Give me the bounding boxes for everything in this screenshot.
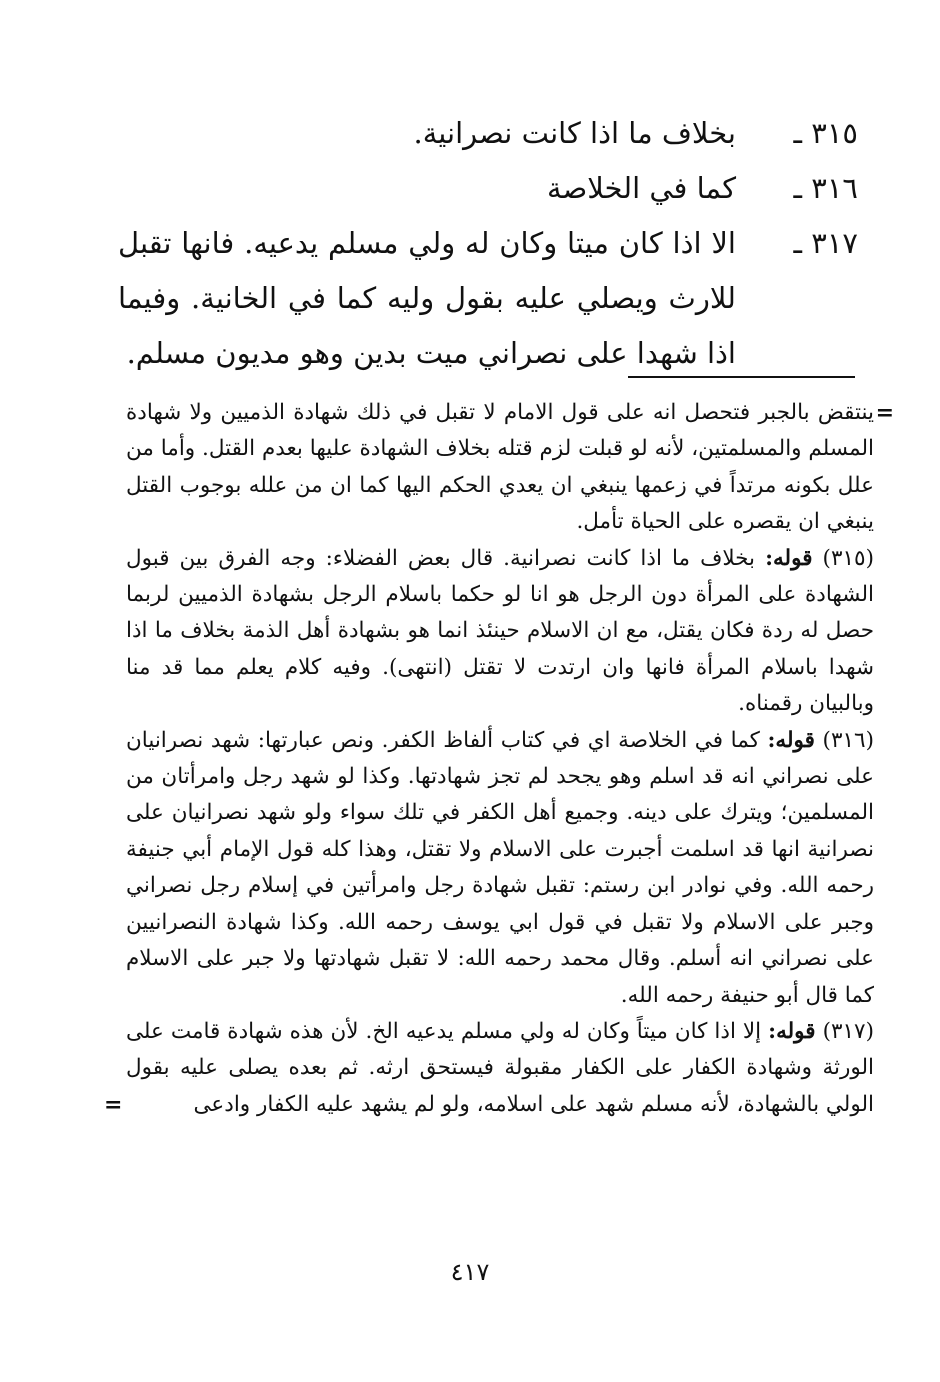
continuation-mark: = [875, 400, 894, 426]
note-text: كما في الخلاصة اي في كتاب ألفاظ الكفر. ونص عبارتها: شهد نصرانيان على نصراني انه قد اسلم وهو يجحد لم تجز شهادتها. وكذا لو شهد رجل وامرأتان من المسلمين؛ ويترك على دينه. وجميع أهل الكفر في تلك سواء ولو شهد نصرانيان على نصرانية انها قد اسلمت أجبرت على الاسلام ولا تقتل، وهذا كله قول الإمام أبي جنيفة رحمه الله. وفي نوادر ابن رستم: تقبل شهادة رجل وامرأتين في إسلام رجل نصراني وجبر على الاسلام ولا تقبل في قول ابي يوسف رحمه الله. وكذا شهادة النصرانيين على نصراني انه أسلم. وقال محمد رحمه الله: لا تقبل شهادتها ولا جبر على الاسلام كما قال أبو حنيفة رحمه الله. [126, 727, 874, 1008]
note-315 [126, 541, 874, 723]
item-text: كما في الخلاصة [547, 171, 736, 205]
main-item-317 [118, 216, 858, 381]
note-316 [126, 723, 874, 1014]
note-ref: (٣١٧) [822, 1018, 874, 1044]
item-number: ٣١٥ ـ [793, 116, 858, 150]
note-label: قوله: [768, 1018, 816, 1044]
page-number: ٤١٧ [450, 1258, 490, 1286]
main-item-315 [118, 106, 858, 161]
note-label: قوله: [767, 727, 815, 753]
note-text: إلا اذا كان ميتاً وكان له ولي مسلم يدعيه الخ. لأن هذه شهادة قامت على الورثة وشهادة الكفار على الكفار مقبولة فيستحق ارثه. ثم بعده يصلى عليه بقول الولي بالشهادة، لأنه مسلم شهد على اسلامه، ولو لم يشهد عليه الكفار وادعى [126, 1018, 874, 1117]
main-item-316 [118, 161, 858, 216]
item-number: ٣١٦ ـ [793, 171, 858, 205]
item-text: بخلاف ما اذا كانت نصرانية. [413, 116, 736, 150]
note-317 [104, 1014, 874, 1123]
note-ref: (٣١٦) [822, 727, 874, 753]
footnote-separator [628, 376, 855, 378]
note-text: ينتقض بالجبر فتحصل انه على قول الامام لا تقبل في ذلك شهادة الذميين ولا شهادة المسلم والمسلمتين، لأنه لو قبلت لزم قتله بخلاف الشهادة عليها بعدم القتل. وأما من علل بكونه مرتداً في زعمها ينبغي ان يعدي الحكم اليها كما ان من علله بوجوب القتل ينبغي ان يقصره على الحياة تأمل. [126, 400, 874, 535]
item-text: الا اذا كان ميتا وكان له ولي مسلم يدعيه. فانها تقبل للارث ويصلي عليه بقول وليه كما في الخانية. وفيما اذا شهدا على نصراني ميت بدين وهو مديون مسلم. [118, 226, 736, 370]
note-ref: (٣١٥) [822, 545, 874, 571]
note-text: بخلاف ما اذا كانت نصرانية. قال بعض الفضلاء: وجه الفرق بين قبول الشهادة على المرأة دون الرجل هو انا لو حكما باسلام الرجل بشهادة الذميين لربما حصل له ردة فكان يقتل، مع ان الاسلام حينئذ انما هو بشهادة أهل الذمة بخلاف ما اذا شهدا باسلام المرأة فانها وان ارتدت لا تقتل (انتهى). وفيه كلام يعلم مما قد منا وبالبيان رقمناه. [126, 545, 874, 717]
end-continuation-mark: = [104, 1091, 123, 1118]
note-continued [126, 395, 894, 541]
commentary-block [104, 395, 894, 1123]
main-text-block [118, 106, 858, 381]
item-number: ٣١٧ ـ [793, 226, 858, 260]
note-label: قوله: [765, 545, 813, 571]
